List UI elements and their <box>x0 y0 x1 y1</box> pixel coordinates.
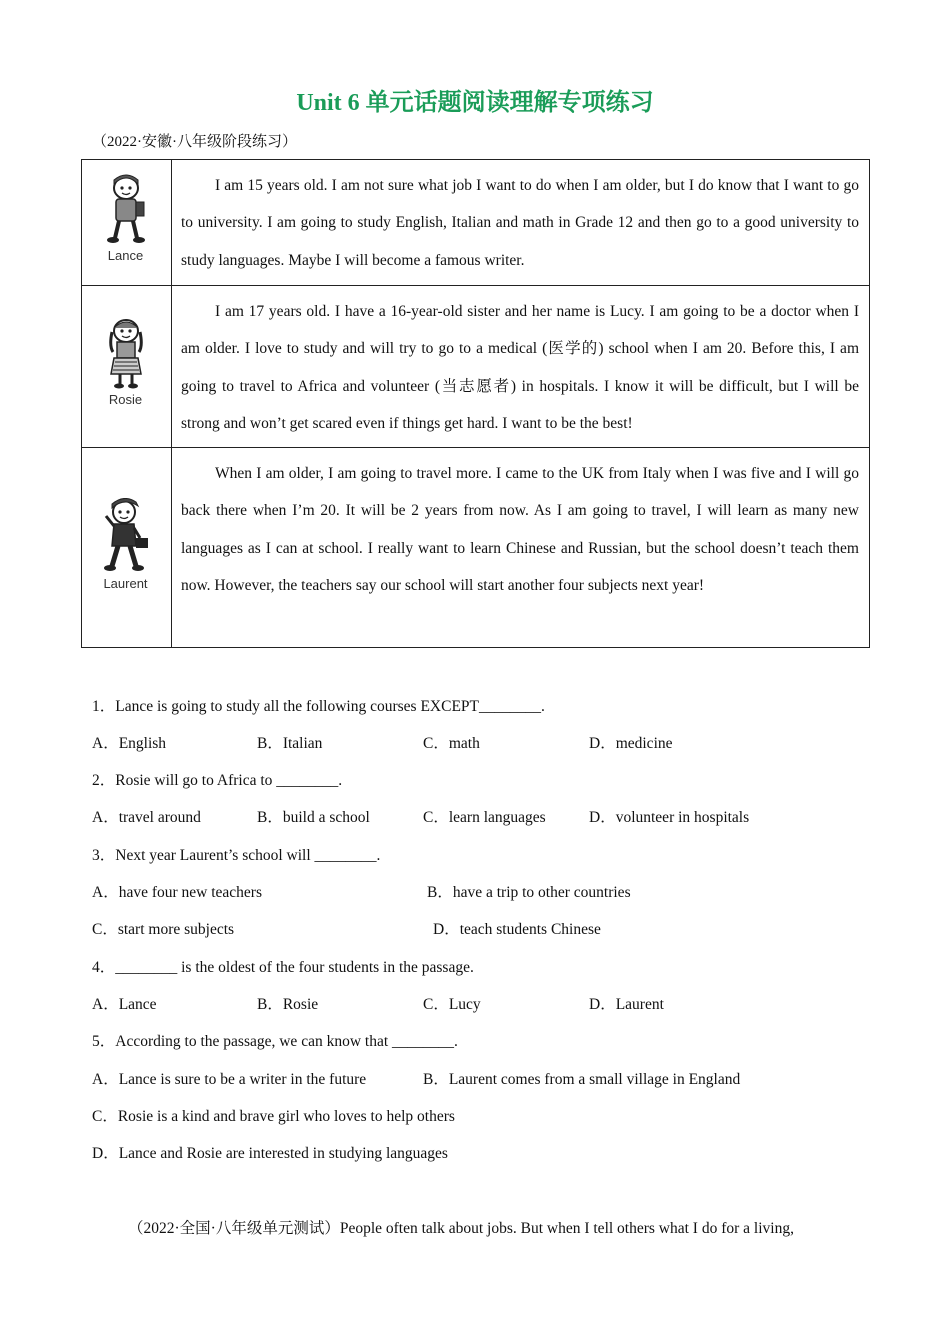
source-note: （2022·安徽·八年级阶段练习） <box>92 134 297 150</box>
rosie-passage-text: I am 17 years old. I have a 16-year-old sister and her name is Lucy. I am going to be a doctor when I am older. I love to study and will try to go to a medical (医学的) school when I am 20. Before this, I am going to travel to Africa and volunteer (当志愿者) in hospitals. I know it will be difficult, but I will be strong and won’t get scared even if things get hard. I want to be the best! <box>181 303 859 432</box>
question-1-stem: 1．Lance is going to study all the following courses EXCEPT________. <box>92 698 545 715</box>
laurent-name-label: Laurent <box>103 576 148 591</box>
lance-picture-cell <box>82 160 172 286</box>
question-1-option-c[interactable]: C．math <box>423 735 480 752</box>
page-title: Unit 6 单元话题阅读理解专项练习 <box>296 90 654 116</box>
question-4-option-d[interactable]: D．Laurent <box>589 996 664 1013</box>
rosie-passage-cell <box>172 286 870 448</box>
question-2-option-d[interactable]: D．volunteer in hospitals <box>589 809 750 826</box>
laurent-figure <box>82 498 169 591</box>
question-3-option-a[interactable]: A．have four new teachers <box>92 884 262 901</box>
question-2-option-c[interactable]: C．learn languages <box>423 809 546 826</box>
girl-cartoon-icon <box>101 316 151 390</box>
question-1-option-b[interactable]: B．Italian <box>257 735 323 752</box>
passage-row-lance <box>82 160 870 286</box>
laurent-passage-cell <box>172 448 870 648</box>
question-5-option-a[interactable]: A．Lance is sure to be a writer in the future <box>92 1071 367 1088</box>
question-3-option-c[interactable]: C．start more subjects <box>92 921 235 938</box>
question-2-option-a[interactable]: A．travel around <box>92 809 201 826</box>
lance-name-label: Lance <box>107 248 144 263</box>
boy-with-briefcase-icon <box>100 498 152 574</box>
laurent-picture-cell <box>82 448 172 648</box>
passage-table <box>81 159 870 648</box>
lance-passage-cell <box>172 160 870 286</box>
rosie-name-label: Rosie <box>108 392 143 407</box>
question-5-option-b[interactable]: B．Laurent comes from a small village in England <box>423 1071 741 1088</box>
question-1-option-d[interactable]: D．medicine <box>589 735 673 752</box>
lance-passage-text: I am 15 years old. I am not sure what job I want to do when I am older, but I do know that I want to go to university. I am going to study English, Italian and math in Grade 12 and then go to a good university to study languages. Maybe I will become a famous writer. <box>181 177 859 269</box>
question-3-stem: 3．Next year Laurent’s school will ________. <box>92 847 381 864</box>
next-passage-opening: （2022·全国·八年级单元测试）People often talk about jobs. But when I tell others what I do for a living, <box>128 1220 794 1237</box>
question-3-option-d[interactable]: D．teach students Chinese <box>433 921 601 938</box>
lance-figure <box>82 174 169 263</box>
question-4-option-a[interactable]: A．Lance <box>92 996 157 1013</box>
question-4-option-b[interactable]: B．Rosie <box>257 996 319 1013</box>
question-2-option-b[interactable]: B．build a school <box>257 809 370 826</box>
question-5-stem: 5．According to the passage, we can know that ________. <box>92 1033 458 1050</box>
passage-row-rosie <box>82 286 870 448</box>
question-4-option-c[interactable]: C．Lucy <box>423 996 481 1013</box>
boy-cartoon-icon <box>101 174 151 246</box>
question-4-stem: 4．________ is the oldest of the four students in the passage. <box>92 959 474 976</box>
laurent-passage-text: When I am older, I am going to travel more. I came to the UK from Italy when I was five and I will go back there when I’m 20. It will be 2 years from now. As I am going to travel, I will learn as many new languages as I can at school. I really want to learn Chinese and Russian, but the school doesn’t teach them now. However, the teachers say our school will start another four subjects next year! <box>181 465 859 594</box>
question-5-option-c[interactable]: C．Rosie is a kind and brave girl who loves to help others <box>92 1108 455 1125</box>
rosie-picture-cell <box>82 286 172 448</box>
question-1-option-a[interactable]: A．English <box>92 735 167 752</box>
question-2-stem: 2．Rosie will go to Africa to ________. <box>92 772 343 789</box>
rosie-figure <box>82 316 169 407</box>
question-5-option-d[interactable]: D．Lance and Rosie are interested in studying languages <box>92 1145 448 1162</box>
question-3-option-b[interactable]: B．have a trip to other countries <box>427 884 631 901</box>
passage-row-laurent <box>82 448 870 648</box>
